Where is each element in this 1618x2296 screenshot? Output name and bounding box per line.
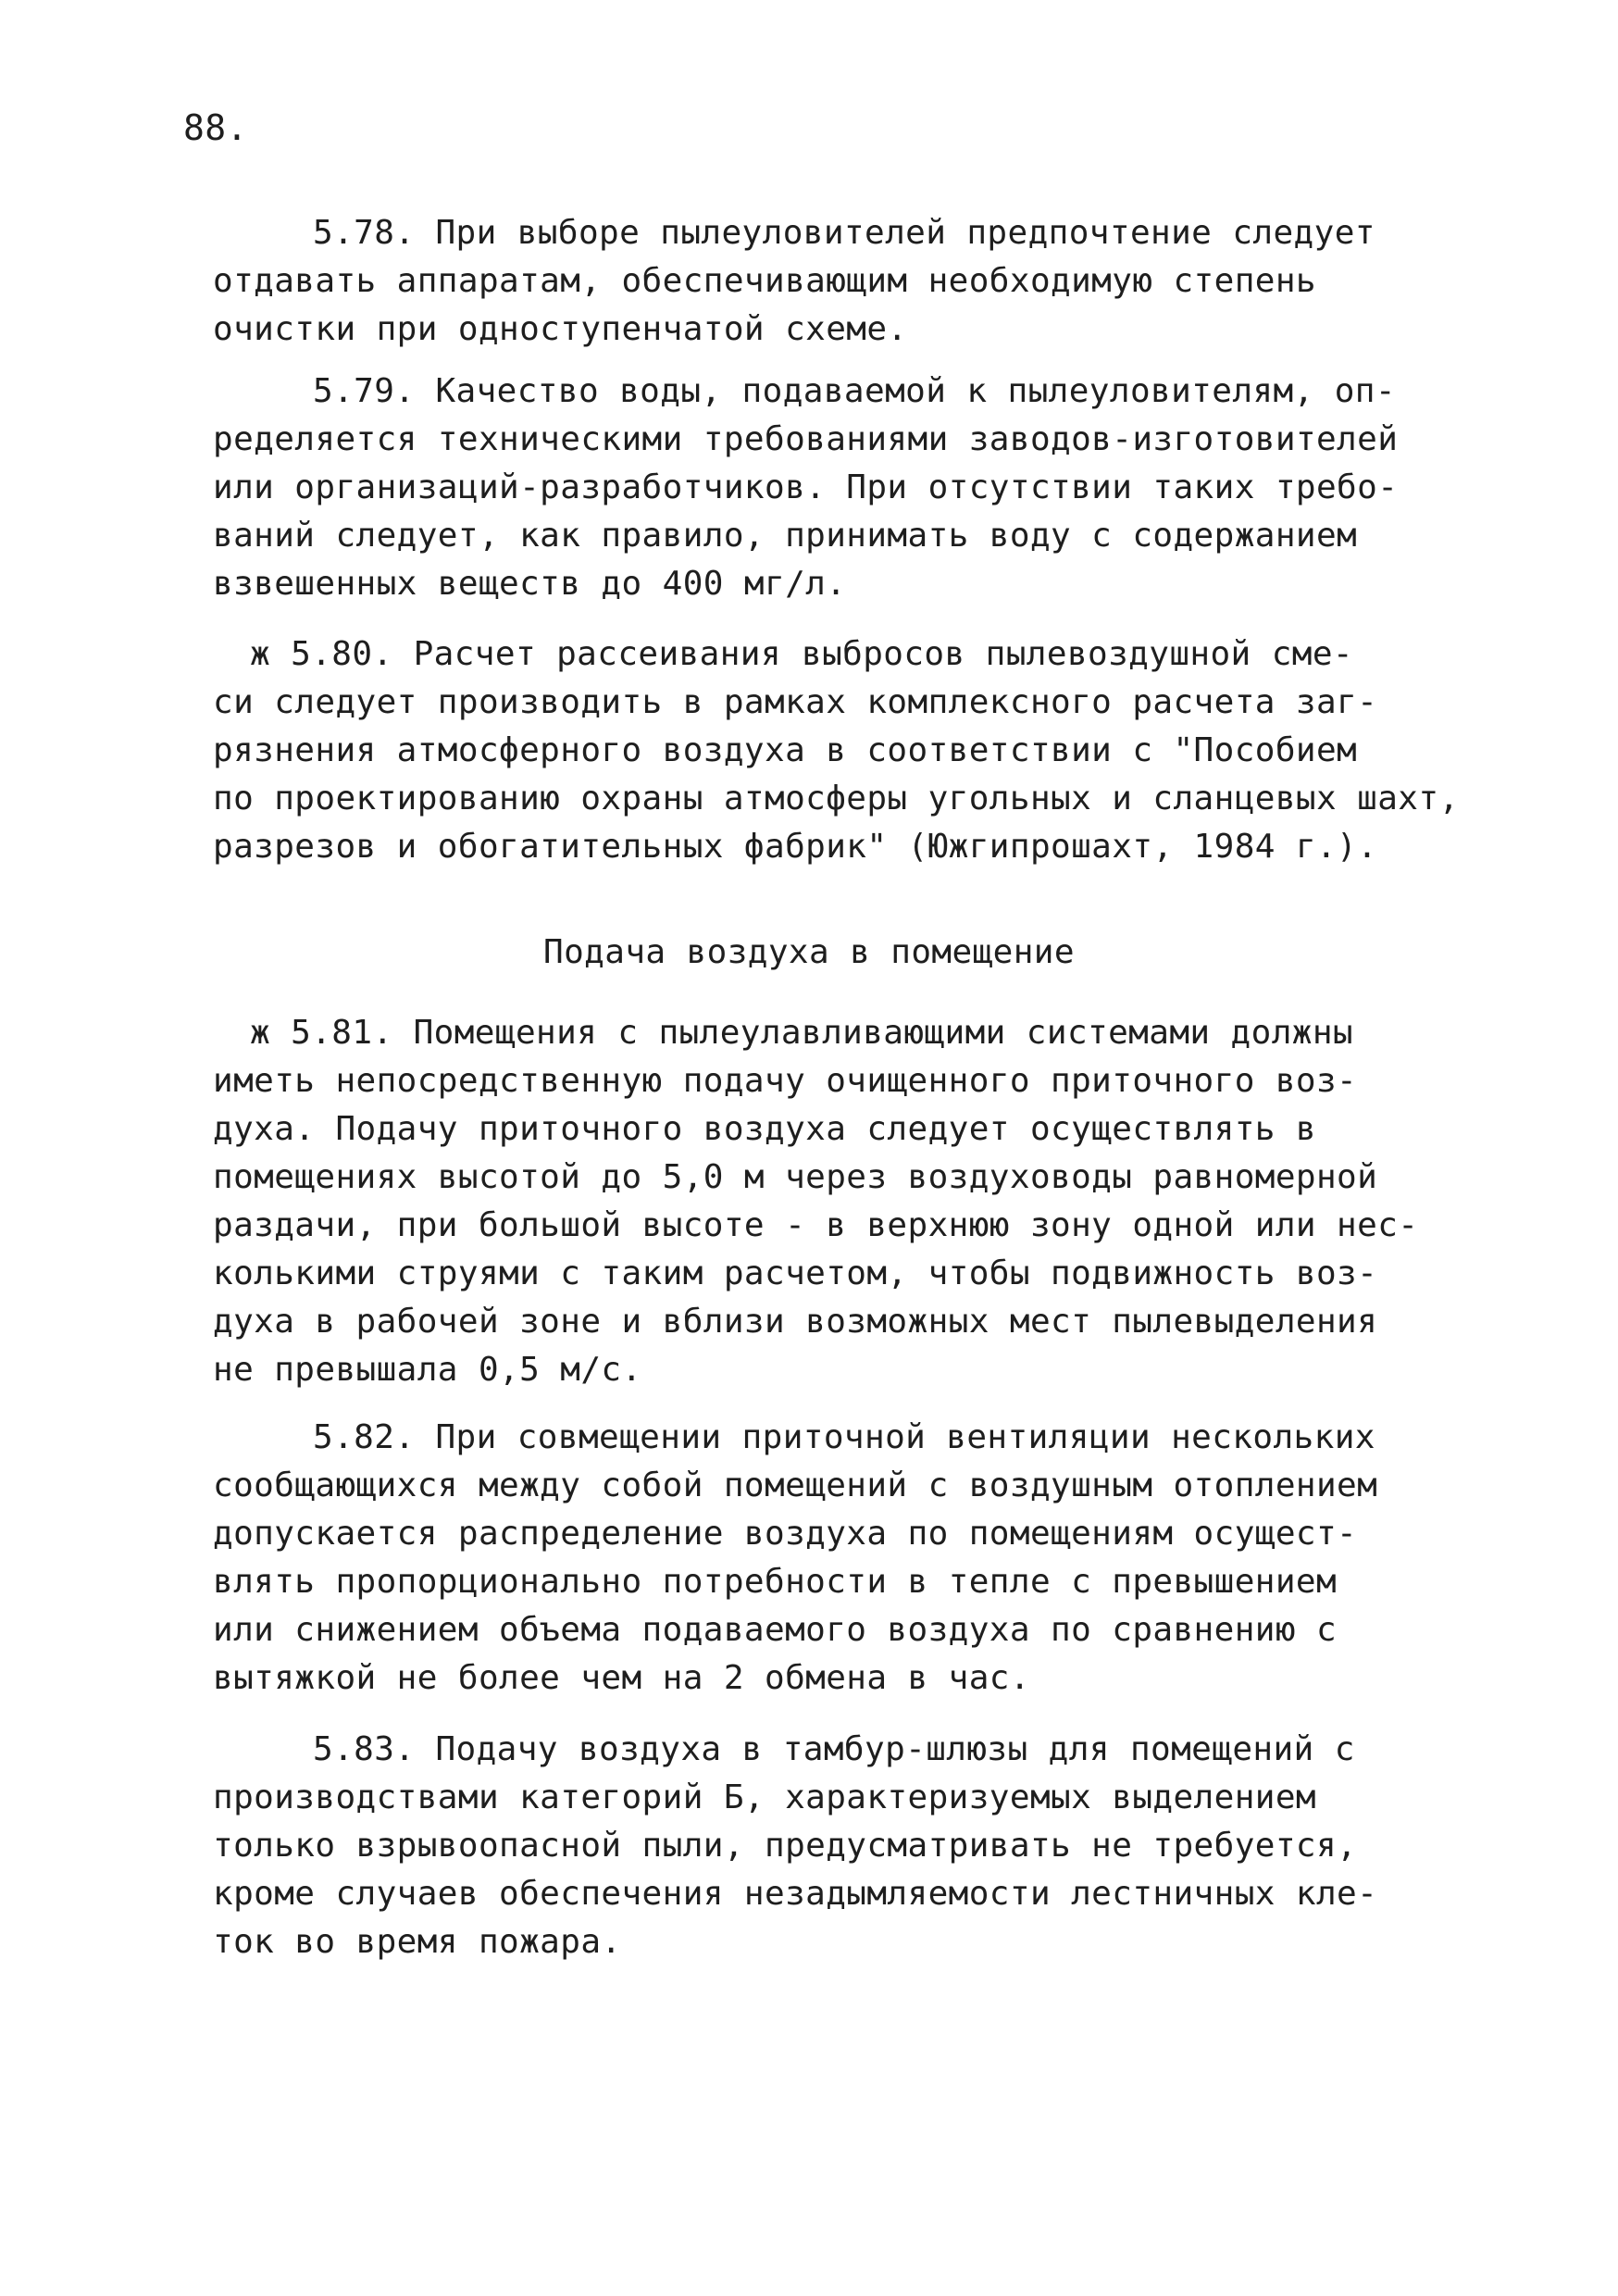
text-line: кроме случаев обеспечения незадымляемости лестничных кле- [213,1875,1378,1913]
text-line: сообщающихся между собой помещений с воздушным отоплением [213,1466,1378,1504]
text-line: колькими струями с таким расчетом, чтобы подвижность воз- [213,1254,1378,1292]
text-line: ваний следует, как правило, принимать воду с содержанием [213,517,1358,555]
text-line: 5.83. Подачу воздуха в тамбур-шлюзы для помещений с [313,1730,1355,1768]
text-line: разрезов и обогатительных фабрик" (Южгипрошахт, 1984 г.). [213,828,1378,866]
text-line: раздачи, при большой высоте - в верхнюю зону одной или нес- [213,1206,1419,1244]
text-line: отдавать аппаратам, обеспечивающим необходимую степень [213,262,1316,300]
text-line: ж 5.80. Расчет рассеивания выбросов пылевоздушной сме- [250,635,1353,673]
text-line: или организаций-разработчиков. При отсутствии таких требо- [213,468,1399,506]
text-line: иметь непосредственную подачу очищенного приточного воз- [213,1062,1358,1100]
text-line: допускается распределение воздуха по помещениям осущест- [213,1515,1358,1553]
text-line: по проектированию охраны атмосферы угольных и сланцевых шахт, [213,780,1460,817]
text-line: производствами категорий Б, характеризуемых выделением [213,1778,1316,1816]
page-number: 88. [183,107,248,148]
text-line: 5.82. При совмещении приточной вентиляции нескольких [313,1418,1375,1456]
text-line: си следует производить в рамках комплексного расчета заг- [213,683,1378,721]
text-line: влять пропорционально потребности в тепле с превышением [213,1563,1338,1601]
text-line: 5.78. При выборе пылеуловителей предпочтение следует [313,214,1375,252]
text-line: духа в рабочей зоне и вблизи возможных мест пылевыделения [213,1303,1378,1341]
text-line: ж 5.81. Помещения с пылеулавливающими системами должны [250,1014,1353,1052]
text-line: не превышала 0,5 м/с. [213,1351,642,1389]
text-line: взвешенных веществ до 400 мг/л. [213,565,847,603]
text-line: духа. Подачу приточного воздуха следует осуществлять в [213,1110,1316,1148]
text-line: вытяжкой не более чем на 2 обмена в час. [213,1659,1030,1697]
text-line: очистки при одноступенчатой схеме. [213,310,908,348]
section-heading: Подача воздуха в помещение [543,933,1075,971]
text-line: ток во время пожара. [213,1923,622,1961]
text-line: ределяется техническими требованиями заводов-изготовителей [213,420,1399,458]
text-line: помещениях высотой до 5,0 м через воздуховоды равномерной [213,1158,1378,1196]
text-line: только взрывоопасной пыли, предусматривать не требуется, [213,1827,1358,1865]
text-line: или снижением объема подаваемого воздуха по сравнению с [213,1611,1338,1649]
text-line: 5.79. Качество воды, подаваемой к пылеуловителям, оп- [313,372,1396,410]
text-line: рязнения атмосферного воздуха в соответствии с "Пособием [213,731,1358,769]
